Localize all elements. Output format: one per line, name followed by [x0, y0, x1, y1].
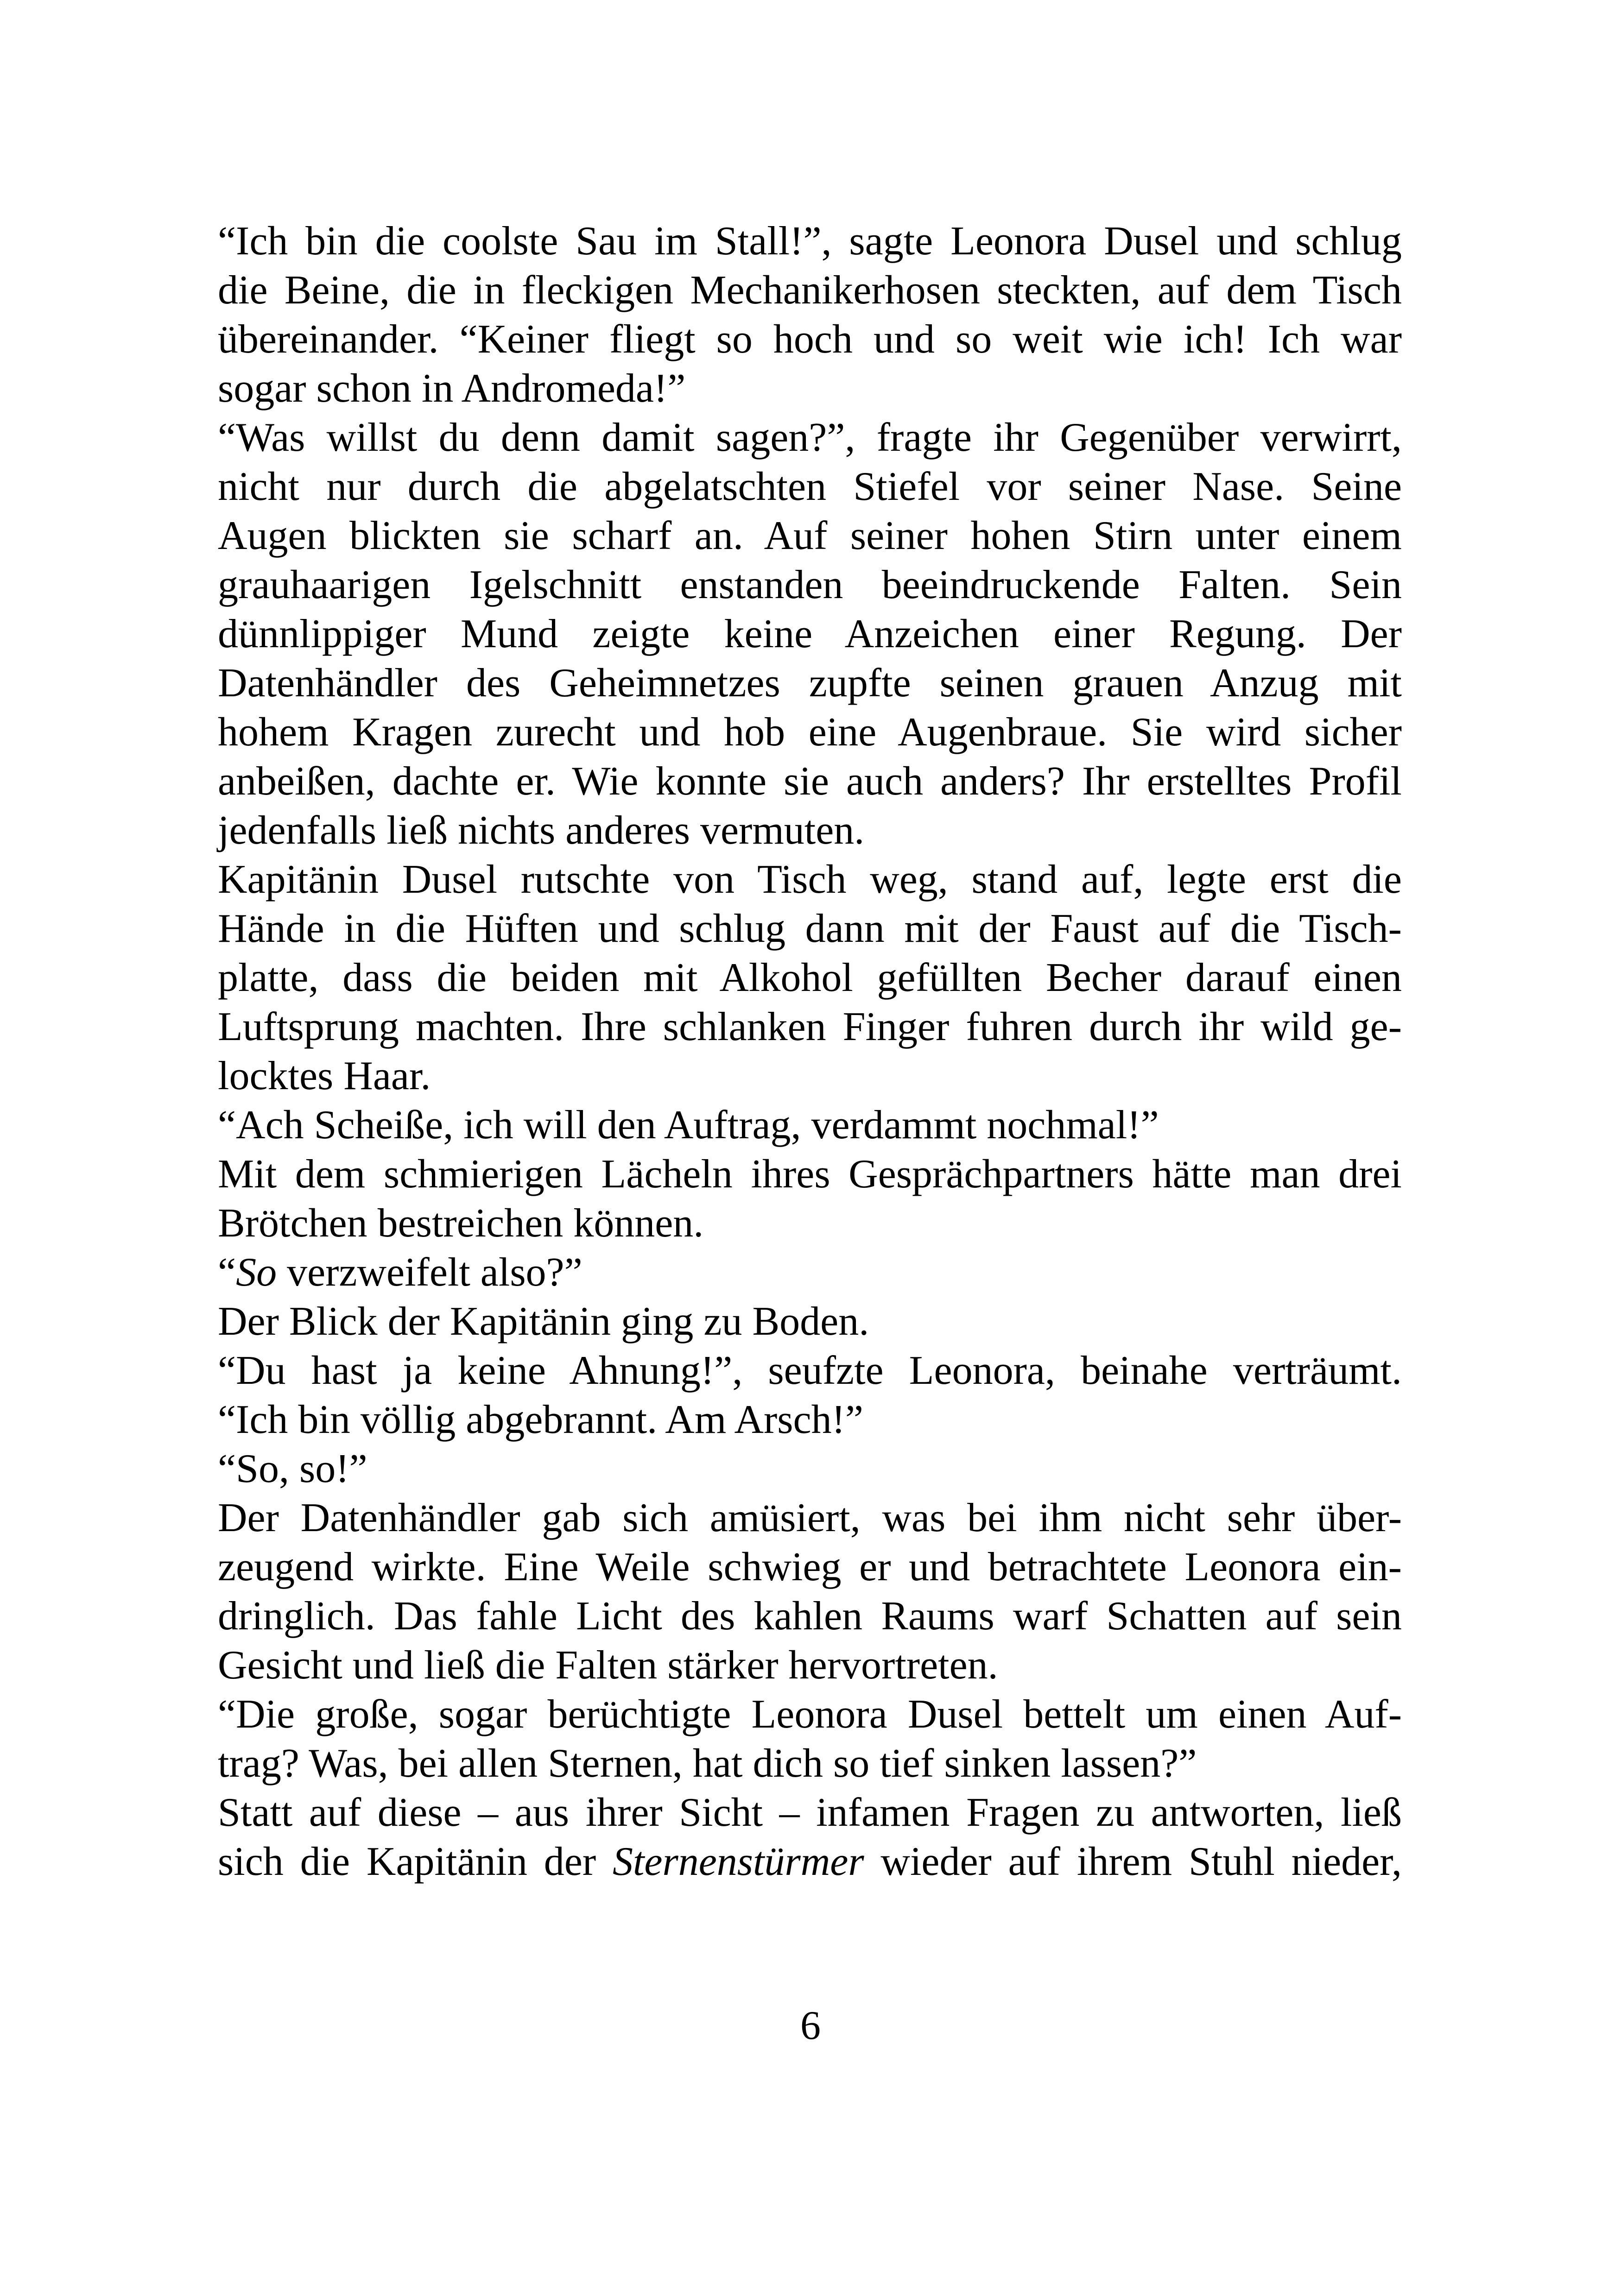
text-line: hohem Kragen zurecht und hob eine Augenbraue. Sie wird sicher [218, 710, 1402, 755]
text-line: übereinander. “Keiner fliegt so hoch und so weit wie ich! Ich war [218, 317, 1402, 362]
text-line: “Die große, sogar berüchtigte Leonora Dusel bettelt um einen Auf- [218, 1692, 1402, 1737]
text-line: “Was willst du denn damit sagen?”, fragte ihr Gegenüber verwirrt, [218, 415, 1402, 460]
text-line: grauhaarigen Igelschnitt enstanden beeindruckende Falten. Sein [218, 562, 1402, 607]
text-line [218, 1248, 1402, 1297]
text-line: Datenhändler des Geheimnetzes zupfte seinen grauen Anzug mit [218, 661, 1402, 706]
text-line [218, 1837, 1402, 1886]
text-line: Der Blick der Kapitänin ging zu Boden. [218, 1299, 869, 1344]
text-line: Hände in die Hüften und schlug dann mit der Faust auf die Tisch- [218, 906, 1402, 951]
text-line: “So, so!” [218, 1446, 367, 1491]
text-line: Statt auf diese – aus ihrer Sicht – infamen Fragen zu antworten, ließ [218, 1790, 1402, 1835]
text-span: wieder auf ihrem Stuhl nieder, [864, 1839, 1402, 1884]
text-line: locktes Haar. [218, 1053, 431, 1098]
text-line: “Ach Scheiße, ich will den Auftrag, verdammt nochmal!” [218, 1103, 1159, 1148]
text-line: trag? Was, bei allen Sternen, hat dich so tief sinken lassen?” [218, 1741, 1197, 1786]
text-span: “ [218, 1250, 236, 1295]
page-number: 6 [800, 2003, 821, 2048]
text-line: Gesicht und ließ die Falten stärker hervortreten. [218, 1643, 998, 1688]
text-line: nicht nur durch die abgelatschten Stiefel vor seiner Nase. Seine [218, 464, 1402, 509]
text-span: sich die Kapitänin der [218, 1839, 613, 1884]
text-line: platte, dass die beiden mit Alkohol gefüllten Becher darauf einen [218, 955, 1402, 1000]
text-line: Kapitänin Dusel rutschte von Tisch weg, stand auf, legte erst die [218, 857, 1402, 902]
text-line: Mit dem schmierigen Lächeln ihres Gesprächpartners hätte man drei [218, 1152, 1402, 1197]
text-line: Augen blickten sie scharf an. Auf seiner hohen Stirn unter einem [218, 513, 1402, 558]
text-line: Brötchen bestreichen können. [218, 1201, 704, 1246]
italic-text: Sternenstürmer [612, 1839, 864, 1884]
text-line: “Ich bin völlig abgebrannt. Am Arsch!” [218, 1397, 863, 1442]
body-text [218, 217, 1402, 1886]
text-line: “Ich bin die coolste Sau im Stall!”, sagte Leonora Dusel und schlug [218, 219, 1402, 264]
text-line: dringlich. Das fahle Licht des kahlen Raums warf Schatten auf sein [218, 1594, 1402, 1639]
text-line: dünnlippiger Mund zeigte keine Anzeichen einer Regung. Der [218, 612, 1402, 656]
italic-text: So [236, 1250, 277, 1295]
text-line: Luftsprung machten. Ihre schlanken Finger fuhren durch ihr wild ge- [218, 1004, 1402, 1049]
text-line: jedenfalls ließ nichts anderes vermuten. [218, 808, 865, 853]
text-line: Der Datenhändler gab sich amüsiert, was bei ihm nicht sehr über- [218, 1495, 1402, 1540]
text-line: “Du hast ja keine Ahnung!”, seufzte Leonora, beinahe verträumt. [218, 1348, 1402, 1393]
text-span: verzweifelt also?” [277, 1250, 583, 1295]
text-line: zeugend wirkte. Eine Weile schwieg er und betrachtete Leonora ein- [218, 1545, 1402, 1590]
text-line: anbeißen, dachte er. Wie konnte sie auch anders? Ihr erstelltes Profil [218, 759, 1402, 804]
text-line: die Beine, die in fleckigen Mechanikerhosen steckten, auf dem Tisch [218, 268, 1402, 313]
text-line: sogar schon in Andromeda!” [218, 366, 686, 411]
